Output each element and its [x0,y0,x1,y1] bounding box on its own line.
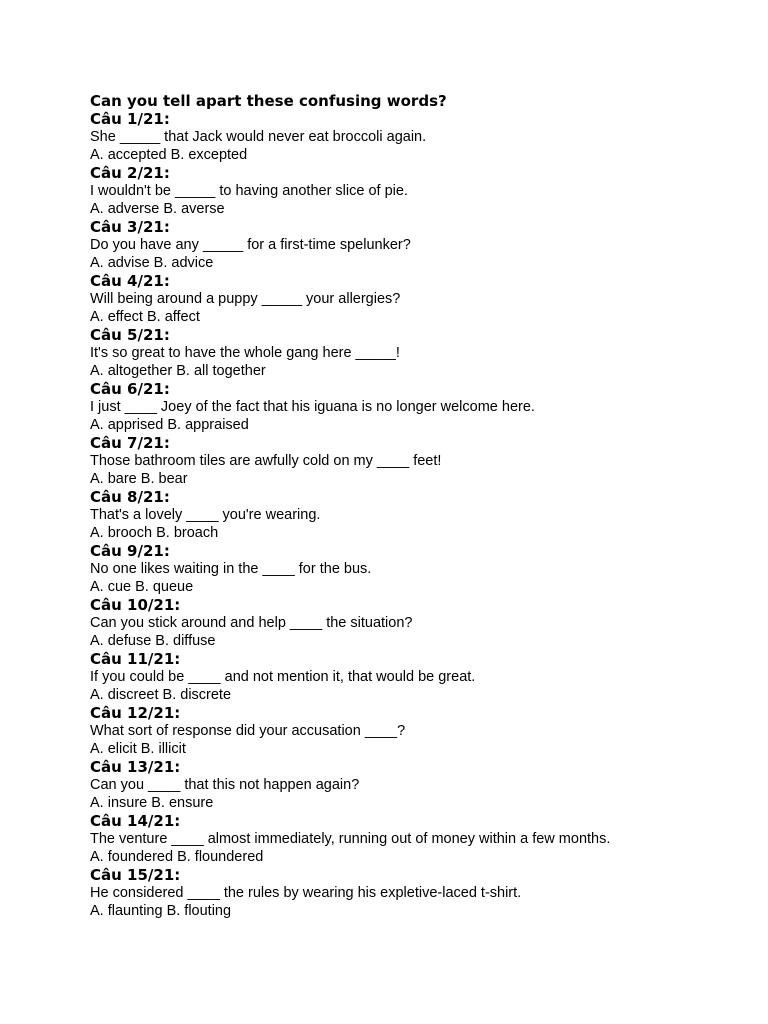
question-label: Câu 5/21: [90,326,170,344]
question-4 [90,272,730,326]
question-10 [90,596,730,650]
question-text: It's so great to have the whole gang here _____! [90,345,400,361]
question-text: He considered ____ the rules by wearing his expletive-laced t-shirt. [90,885,522,901]
question-text: Do you have any _____ for a first-time spelunker? [90,237,411,253]
question-label: Câu 11/21: [90,650,181,668]
question-label: Câu 7/21: [90,434,170,452]
question-options: A. insure B. ensure [90,795,214,811]
question-label: Câu 1/21: [90,110,170,128]
question-options: A. elicit B. illicit [90,741,186,757]
question-options: A. bare B. bear [90,471,188,487]
question-options: A. discreet B. discrete [90,687,232,703]
question-text: Those bathroom tiles are awfully cold on my ____ feet! [90,453,442,469]
question-2 [90,164,730,218]
question-label: Câu 13/21: [90,758,181,776]
question-label: Câu 15/21: [90,866,181,884]
question-label: Câu 4/21: [90,272,170,290]
question-14 [90,812,730,866]
question-text: If you could be ____ and not mention it, that would be great. [90,669,476,685]
question-options: A. effect B. affect [90,309,200,325]
question-15 [90,866,730,920]
question-1 [90,110,730,164]
question-3 [90,218,730,272]
question-options: A. adverse B. averse [90,201,225,217]
question-text: What sort of response did your accusation ____? [90,723,406,739]
question-label: Câu 2/21: [90,164,170,182]
question-9 [90,542,730,596]
question-text: No one likes waiting in the ____ for the bus. [90,561,372,577]
question-options: A. flaunting B. flouting [90,903,232,919]
document-title: Can you tell apart these confusing words? [90,92,447,110]
question-label: Câu 3/21: [90,218,170,236]
question-text: I wouldn't be _____ to having another slice of pie. [90,183,408,199]
question-text: Will being around a puppy _____ your allergies? [90,291,401,307]
question-7 [90,434,730,488]
question-text: I just ____ Joey of the fact that his iguana is no longer welcome here. [90,399,535,415]
question-label: Câu 12/21: [90,704,181,722]
question-options: A. accepted B. excepted [90,147,248,163]
question-5 [90,326,730,380]
question-label: Câu 8/21: [90,488,170,506]
question-options: A. advise B. advice [90,255,214,271]
question-options: A. defuse B. diffuse [90,633,216,649]
question-options: A. brooch B. broach [90,525,219,541]
question-options: A. foundered B. floundered [90,849,264,865]
question-text: She _____ that Jack would never eat broccoli again. [90,129,427,145]
question-13 [90,758,730,812]
question-11 [90,650,730,704]
question-label: Câu 6/21: [90,380,170,398]
question-text: That's a lovely ____ you're wearing. [90,507,321,523]
question-options: A. cue B. queue [90,579,194,595]
question-label: Câu 9/21: [90,542,170,560]
question-label: Câu 10/21: [90,596,181,614]
question-options: A. altogether B. all together [90,363,266,379]
question-8 [90,488,730,542]
question-text: Can you ____ that this not happen again? [90,777,360,793]
question-6 [90,380,730,434]
question-label: Câu 14/21: [90,812,181,830]
question-text: Can you stick around and help ____ the situation? [90,615,413,631]
question-12 [90,704,730,758]
document-content [90,92,730,920]
question-text: The venture ____ almost immediately, running out of money within a few months. [90,831,611,847]
question-options: A. apprised B. appraised [90,417,249,433]
